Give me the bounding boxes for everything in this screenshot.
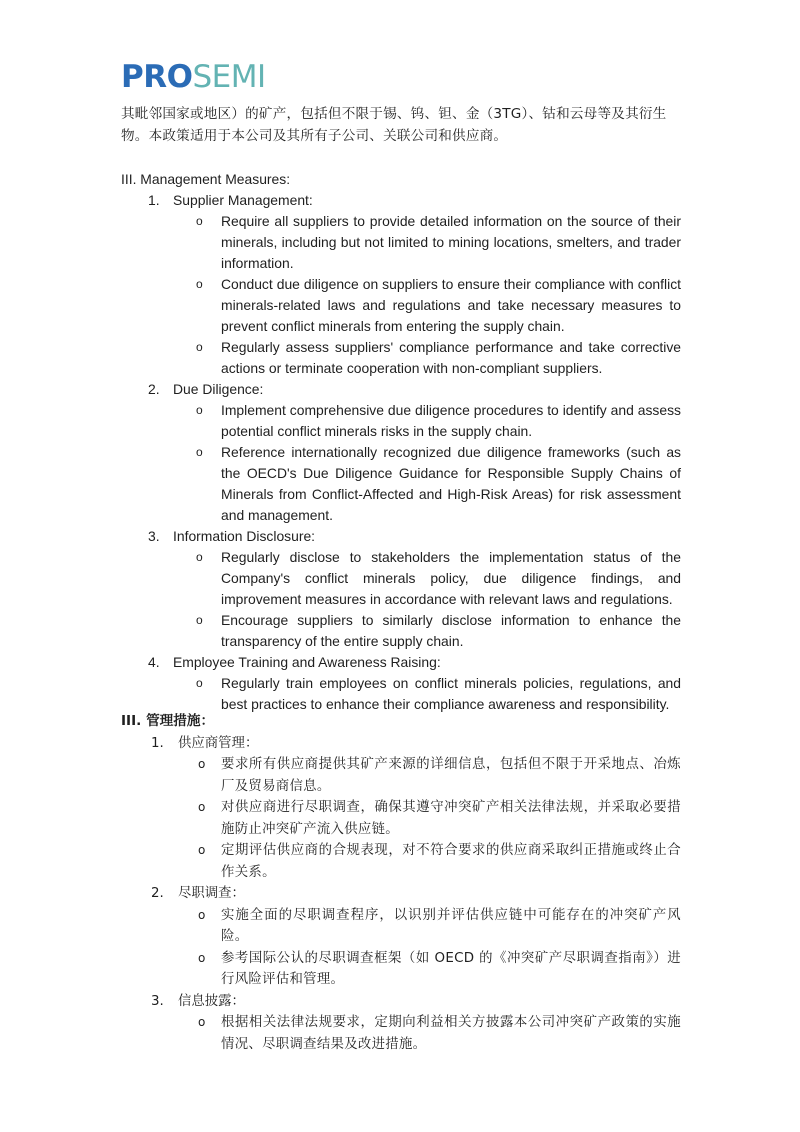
bullet-icon: o xyxy=(198,800,206,814)
bullet-text: 实施全面的尽职调查程序，以识别并评估供应链中可能存在的冲突矿产风险。 xyxy=(221,907,681,944)
bullet-text: Reference internationally recognized due diligence frameworks (such as the OECD's Due Diligence Guidance for Responsible Supply Chains of Minerals from Conflict-Affected and High-Risk Areas) for risk assessment and management. xyxy=(221,444,681,523)
en-item-heading xyxy=(148,379,681,400)
chinese-section xyxy=(121,711,681,1055)
bullet-icon: o xyxy=(196,676,203,690)
intro-paragraph: 其毗邻国家或地区）的矿产，包括但不限于锡、钨、钽、金（3TG）、钴和云母等及其衍生物。本政策适用于本公司及其所有子公司、关联公司和供应商。 xyxy=(121,106,667,144)
item-number: 3. xyxy=(148,528,160,544)
list-item xyxy=(121,547,681,610)
en-bullet-list xyxy=(121,211,681,379)
list-item xyxy=(121,905,681,948)
cn-bullet-list xyxy=(121,1012,681,1055)
cn-bullet-list xyxy=(121,754,681,883)
bullet-text: Conduct due diligence on suppliers to ensure their compliance with conflict minerals-related laws and regulations and take necessary measures to prevent conflict minerals from entering the supply chain. xyxy=(221,276,681,334)
item-number: 2. xyxy=(148,381,160,397)
bullet-icon: o xyxy=(196,445,203,459)
bullet-text: Encourage suppliers to similarly disclose information to enhance the transparency of the entire supply chain. xyxy=(221,612,681,649)
list-item xyxy=(121,948,681,991)
bullet-icon: o xyxy=(196,403,203,417)
item-title: 信息披露： xyxy=(178,993,245,1009)
cn-item-heading xyxy=(151,883,681,905)
en-item-list xyxy=(121,190,681,715)
item-title: Due Diligence: xyxy=(173,381,264,397)
list-item xyxy=(121,337,681,379)
english-section xyxy=(121,169,681,715)
bullet-text: 定期评估供应商的合规表现，对不符合要求的供应商采取纠正措施或终止合作关系。 xyxy=(221,843,681,880)
list-item xyxy=(121,673,681,715)
bullet-text: Implement comprehensive due diligence procedures to identify and assess potential conflict minerals risks in the supply chain. xyxy=(221,402,681,439)
en-bullet-list xyxy=(121,400,681,526)
item-title: Information Disclosure: xyxy=(173,528,316,544)
bullet-text: Require all suppliers to provide detailed information on the source of their minerals, including but not limited to mining locations, smelters, and trader information. xyxy=(221,213,681,271)
bullet-icon: o xyxy=(196,340,203,354)
list-item xyxy=(121,1012,681,1055)
cn-item-list xyxy=(121,733,681,1056)
item-title: Employee Training and Awareness Raising: xyxy=(173,654,441,670)
list-item xyxy=(121,442,681,526)
list-item xyxy=(121,211,681,274)
en-item-heading xyxy=(148,652,681,673)
item-number: 1. xyxy=(151,735,164,751)
bullet-icon: o xyxy=(196,550,203,564)
en-item-heading xyxy=(148,526,681,547)
logo-semi: SEMI xyxy=(192,59,266,95)
list-item xyxy=(121,840,681,883)
bullet-icon: o xyxy=(198,950,206,965)
item-title: 供应商管理： xyxy=(178,735,259,751)
item-number: 4. xyxy=(148,654,160,670)
bullet-text: 根据相关法律法规要求，定期向利益相关方披露本公司冲突矿产政策的实施情况、尽职调查结果及改进措施。 xyxy=(221,1015,681,1052)
bullet-icon: o xyxy=(198,843,206,857)
bullet-text: 参考国际公认的尽职调查框架（如 OECD 的《冲突矿产尽职调查指南》）进行风险评估和管理。 xyxy=(221,950,681,987)
logo-pro: PRO xyxy=(121,59,193,95)
bullet-text: Regularly disclose to stakeholders the implementation status of the Company's conflict minerals policy, due diligence findings, and improvement measures in accordance with relevant laws and regulations. xyxy=(221,549,681,607)
en-item-heading xyxy=(148,190,681,211)
bullet-text: Regularly train employees on conflict minerals policies, regulations, and best practices to enhance their compliance awareness and responsibility. xyxy=(221,675,681,712)
en-bullet-list xyxy=(121,547,681,652)
list-item xyxy=(121,400,681,442)
item-number: 1. xyxy=(148,192,160,208)
en-bullet-list xyxy=(121,673,681,715)
en-section-heading: III. Management Measures: xyxy=(121,171,291,187)
bullet-text: 对供应商进行尽职调查，确保其遵守冲突矿产相关法律法规，并采取必要措施防止冲突矿产流入供应链。 xyxy=(221,800,681,837)
list-item xyxy=(121,754,681,797)
item-number: 2. xyxy=(151,886,164,901)
bullet-icon: o xyxy=(196,214,203,228)
cn-item-heading xyxy=(151,733,681,755)
bullet-text: Regularly assess suppliers' compliance performance and take corrective actions or terminate cooperation with non-compliant suppliers. xyxy=(221,339,681,376)
bullet-icon: o xyxy=(198,1015,206,1029)
item-number: 3. xyxy=(151,993,164,1009)
bullet-text: 要求所有供应商提供其矿产来源的详细信息，包括但不限于开采地点、冶炼厂及贸易商信息。 xyxy=(221,757,681,794)
list-item xyxy=(121,797,681,840)
item-title: 尽职调查： xyxy=(178,886,245,901)
company-logo xyxy=(121,60,266,94)
bullet-icon: o xyxy=(198,907,206,922)
list-item xyxy=(121,274,681,337)
bullet-icon: o xyxy=(198,757,206,771)
cn-section-heading: III. 管理措施： xyxy=(121,713,215,729)
item-title: Supplier Management: xyxy=(173,192,313,208)
bullet-icon: o xyxy=(196,613,203,627)
bullet-icon: o xyxy=(196,277,203,291)
list-item xyxy=(121,610,681,652)
cn-bullet-list xyxy=(121,905,681,991)
cn-item-heading xyxy=(151,991,681,1013)
